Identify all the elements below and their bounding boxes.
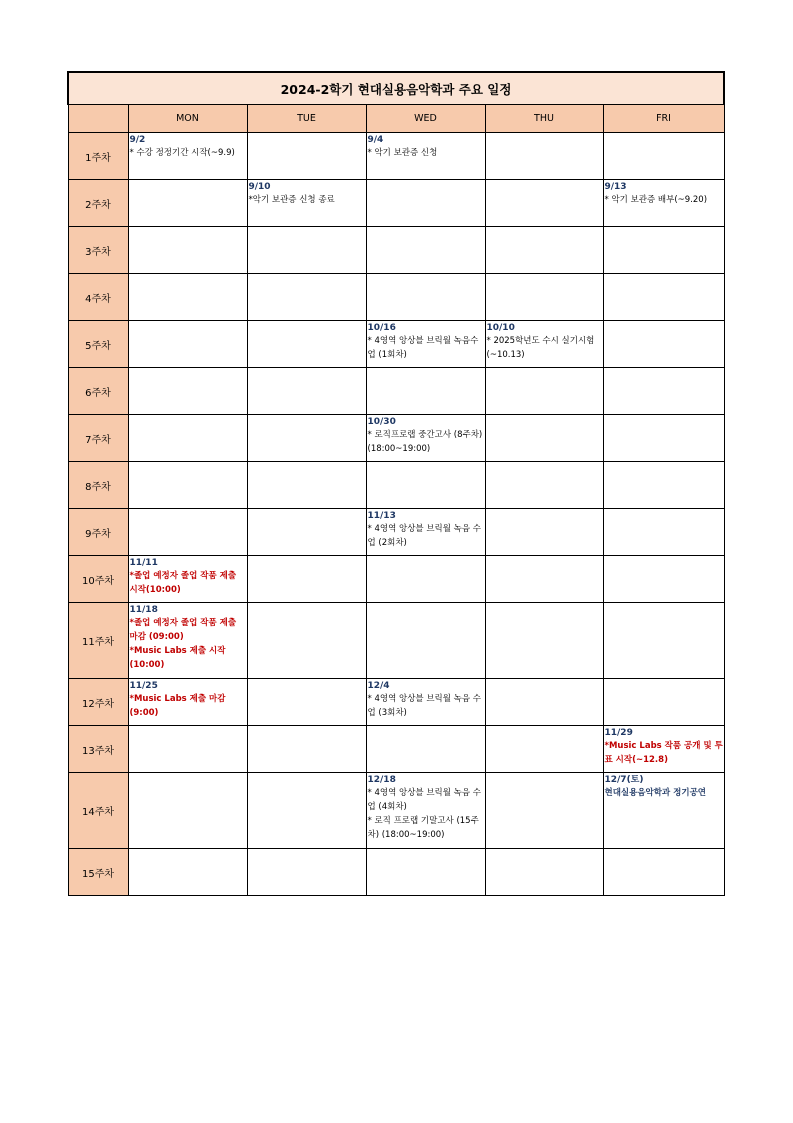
event-date: 12/4 xyxy=(367,681,390,691)
week-label: 3주차 xyxy=(68,227,128,274)
week-row xyxy=(68,415,724,462)
schedule-cell-fri xyxy=(603,321,724,368)
event-date: 11/13 xyxy=(367,511,396,521)
event-note: *악기 보관증 신청 종료 xyxy=(248,195,335,205)
event-date: 12/7(토) xyxy=(604,775,644,785)
schedule-cell-tue xyxy=(247,368,366,415)
schedule-cell-mon xyxy=(128,679,247,726)
schedule-cell-tue xyxy=(247,603,366,679)
schedule-cell-fri xyxy=(603,368,724,415)
day-header-fri: FRI xyxy=(603,105,724,133)
event-date: 10/10 xyxy=(486,323,515,333)
day-header-thu: THU xyxy=(485,105,603,133)
schedule-cell-mon xyxy=(128,603,247,679)
event-note: *Music Labs 제출 시작 (10:00) xyxy=(129,646,226,670)
schedule-cell-fri xyxy=(603,556,724,603)
schedule-cell-tue xyxy=(247,180,366,227)
week-label: 7주차 xyxy=(68,415,128,462)
week-row xyxy=(68,274,724,321)
schedule-cell-tue xyxy=(247,133,366,180)
event-note: *Music Labs 작품 공개 및 투표 시작(~12.8) xyxy=(604,741,723,765)
schedule-cell-fri xyxy=(603,133,724,180)
schedule-cell-mon xyxy=(128,773,247,849)
schedule-cell-thu xyxy=(485,415,603,462)
corner-header xyxy=(68,105,128,133)
schedule-cell-thu xyxy=(485,462,603,509)
schedule-cell-mon xyxy=(128,180,247,227)
schedule-cell-mon xyxy=(128,415,247,462)
schedule-cell-thu xyxy=(485,773,603,849)
schedule-cell-mon xyxy=(128,133,247,180)
schedule-cell-mon xyxy=(128,274,247,321)
schedule-cell-wed xyxy=(366,462,485,509)
week-label: 15주차 xyxy=(68,849,128,896)
event-note: 현대실용음악학과 정기공연 xyxy=(604,788,706,798)
schedule-cell-thu xyxy=(485,556,603,603)
schedule-cell-mon xyxy=(128,227,247,274)
week-row xyxy=(68,321,724,368)
schedule-cell-mon xyxy=(128,726,247,773)
week-label: 11주차 xyxy=(68,603,128,679)
week-label: 8주차 xyxy=(68,462,128,509)
schedule-cell-tue xyxy=(247,726,366,773)
schedule-cell-wed xyxy=(366,368,485,415)
schedule-cell-mon xyxy=(128,849,247,896)
schedule-cell-wed xyxy=(366,726,485,773)
week-label: 5주차 xyxy=(68,321,128,368)
schedule-cell-fri xyxy=(603,773,724,849)
event-note: * 4영역 앙상블 브릭월 녹음 수업 (2회차) xyxy=(367,524,481,548)
schedule-cell-tue xyxy=(247,509,366,556)
schedule-cell-fri xyxy=(603,849,724,896)
day-header-tue: TUE xyxy=(247,105,366,133)
event-note: * 로직프로랩 중간고사 (8주차)(18:00~19:00) xyxy=(367,430,483,454)
schedule-cell-mon xyxy=(128,368,247,415)
schedule-cell-thu xyxy=(485,849,603,896)
week-label: 2주차 xyxy=(68,180,128,227)
week-label: 10주차 xyxy=(68,556,128,603)
event-date: 12/18 xyxy=(367,775,396,785)
week-label: 6주차 xyxy=(68,368,128,415)
event-date: 10/30 xyxy=(367,417,396,427)
schedule-cell-wed xyxy=(366,415,485,462)
schedule-cell-mon xyxy=(128,509,247,556)
schedule-cell-fri xyxy=(603,274,724,321)
schedule-cell-thu xyxy=(485,603,603,679)
schedule-cell-thu xyxy=(485,274,603,321)
event-date: 10/16 xyxy=(367,323,396,333)
schedule-cell-thu xyxy=(485,726,603,773)
schedule-cell-thu xyxy=(485,509,603,556)
event-note: * 2025학년도 수시 실기시험(~10.13) xyxy=(486,336,595,360)
week-row xyxy=(68,726,724,773)
schedule-cell-wed xyxy=(366,180,485,227)
schedule-cell-wed xyxy=(366,509,485,556)
schedule-table xyxy=(67,71,725,896)
schedule-cell-tue xyxy=(247,227,366,274)
schedule-cell-wed xyxy=(366,849,485,896)
week-label: 14주차 xyxy=(68,773,128,849)
week-row xyxy=(68,133,724,180)
week-row xyxy=(68,227,724,274)
week-label: 4주차 xyxy=(68,274,128,321)
event-note: * 로직 프로랩 기말고사 (15주차) (18:00~19:00) xyxy=(367,816,479,840)
schedule-cell-wed xyxy=(366,679,485,726)
event-note: * 4영역 앙상블 브릭월 녹음 수업 (3회차) xyxy=(367,694,481,718)
schedule-cell-wed xyxy=(366,603,485,679)
schedule-cell-wed xyxy=(366,773,485,849)
event-note: * 악기 보관증 신청 xyxy=(367,148,438,158)
week-row xyxy=(68,679,724,726)
event-note: *Music Labs 제출 마감 (9:00) xyxy=(129,694,226,718)
schedule-cell-tue xyxy=(247,679,366,726)
week-row xyxy=(68,180,724,227)
event-note: * 4영역 앙상블 브릭월 녹음수업 (1회차) xyxy=(367,336,479,360)
event-date: 11/18 xyxy=(129,605,158,615)
event-date: 9/4 xyxy=(367,135,384,145)
schedule-cell-tue xyxy=(247,849,366,896)
week-label: 13주차 xyxy=(68,726,128,773)
week-row xyxy=(68,462,724,509)
week-row xyxy=(68,849,724,896)
week-row xyxy=(68,509,724,556)
schedule-cell-fri xyxy=(603,462,724,509)
event-note: *졸업 예정자 졸업 작품 제출 시작(10:00) xyxy=(129,571,237,595)
week-label: 1주차 xyxy=(68,133,128,180)
event-note: * 4영역 앙상블 브릭월 녹음 수업 (4회차) xyxy=(367,788,481,812)
schedule-cell-wed xyxy=(366,227,485,274)
schedule-cell-wed xyxy=(366,556,485,603)
schedule-cell-mon xyxy=(128,556,247,603)
schedule-cell-wed xyxy=(366,274,485,321)
week-label: 9주차 xyxy=(68,509,128,556)
schedule-cell-mon xyxy=(128,321,247,368)
event-note: * 악기 보관증 배부(~9.20) xyxy=(604,195,708,205)
event-date: 9/2 xyxy=(129,135,146,145)
schedule-cell-mon xyxy=(128,462,247,509)
event-date: 11/29 xyxy=(604,728,633,738)
week-row xyxy=(68,556,724,603)
schedule-cell-fri xyxy=(603,603,724,679)
day-header-mon: MON xyxy=(128,105,247,133)
event-date: 9/10 xyxy=(248,182,271,192)
schedule-cell-fri xyxy=(603,509,724,556)
schedule-cell-tue xyxy=(247,321,366,368)
page-title: 2024-2학기 현대실용음악학과 주요 일정 xyxy=(68,72,724,105)
schedule-cell-wed xyxy=(366,133,485,180)
schedule-cell-tue xyxy=(247,274,366,321)
event-date: 11/11 xyxy=(129,558,158,568)
schedule-cell-thu xyxy=(485,368,603,415)
schedule-cell-tue xyxy=(247,415,366,462)
schedule-body xyxy=(68,133,724,896)
schedule-cell-fri xyxy=(603,679,724,726)
schedule-cell-thu xyxy=(485,180,603,227)
week-row xyxy=(68,603,724,679)
schedule-cell-tue xyxy=(247,556,366,603)
schedule-cell-wed xyxy=(366,321,485,368)
event-note: *졸업 예정자 졸업 작품 제출 마감 (09:00) xyxy=(129,618,237,642)
day-header-row xyxy=(68,105,724,133)
schedule-cell-thu xyxy=(485,227,603,274)
event-note: * 수강 정정기간 시작(~9.9) xyxy=(129,148,235,158)
event-date: 11/25 xyxy=(129,681,158,691)
event-date: 9/13 xyxy=(604,182,627,192)
schedule-cell-tue xyxy=(247,773,366,849)
schedule-cell-fri xyxy=(603,726,724,773)
week-row xyxy=(68,368,724,415)
schedule-cell-thu xyxy=(485,133,603,180)
schedule-cell-fri xyxy=(603,180,724,227)
schedule-cell-fri xyxy=(603,415,724,462)
schedule-cell-tue xyxy=(247,462,366,509)
schedule-cell-thu xyxy=(485,679,603,726)
week-label: 12주차 xyxy=(68,679,128,726)
schedule-cell-thu xyxy=(485,321,603,368)
schedule-cell-fri xyxy=(603,227,724,274)
day-header-wed: WED xyxy=(366,105,485,133)
week-row xyxy=(68,773,724,849)
